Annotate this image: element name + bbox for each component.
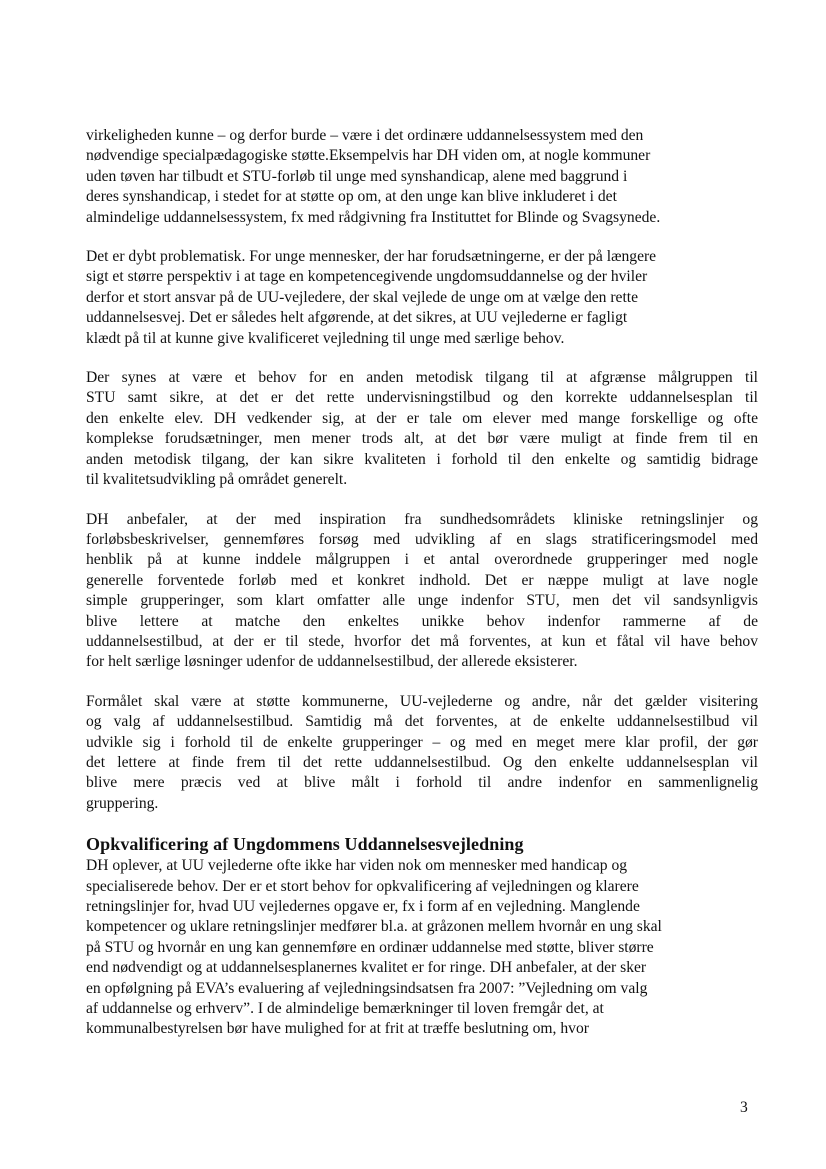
paragraph-3 <box>86 368 758 490</box>
text-line: udvikle sig i forhold til de enkelte grupperinger – og med en meget mere klar profil, der gør <box>86 733 758 751</box>
text-line: forløbsbeskrivelser, gennemføres forsøg med udvikling af en slags stratificeringsmodel med <box>86 530 758 548</box>
text-line: komplekse forudsætninger, men mener trods alt, at det bør være muligt at finde frem til en <box>86 430 758 448</box>
text-line: af uddannelse og erhverv”. I de almindelige bemærkninger til loven fremgår det, at <box>86 1000 604 1018</box>
text-line: Der synes at være et behov for en anden metodisk tilgang til at afgrænse målgruppen til <box>86 369 758 387</box>
text-line: anden metodisk tilgang, der kan sikre kvaliteten i forhold til den enkelte og samtidig bidrage <box>86 450 758 468</box>
text-line: henblik på at kunne inddele målgruppen i et antal overordnede grupperinger med nogle <box>86 551 758 569</box>
text-line: deres synshandicap, i stedet for at støtte op om, at den unge kan blive inkluderet i det <box>86 188 617 206</box>
text-line: blive lettere at matche den enkeltes unikke behov indenfor rammerne af de <box>86 612 758 630</box>
text-line: kompetencer og uklare retningslinjer medfører bl.a. at gråzonen mellem hvornår en ung skal <box>86 918 662 936</box>
text-line: det lettere at finde frem til det rette uddannelsestilbud. Og den enkelte uddannelsesplan vil <box>86 753 758 771</box>
page-number: 3 <box>740 1099 748 1116</box>
text-line: til kvalitetsudvikling på området generelt. <box>86 471 348 489</box>
text-line: nødvendige specialpædagogiske støtte.Eksempelvis har DH viden om, at nogle kommuner <box>86 147 651 165</box>
text-line: Det er dybt problematisk. For unge mennesker, der har forudsætningerne, er der på længere <box>86 248 657 266</box>
paragraph-2 <box>86 247 758 349</box>
text-line: DH anbefaler, at der med inspiration fra sundhedsområdets kliniske retningslinjer og <box>86 510 758 528</box>
text-line: for helt særlige løsninger udenfor de uddannelsestilbud, der allerede eksisterer. <box>86 653 578 671</box>
text-line: en opfølgning på EVA’s evaluering af vejledningsindsatsen fra 2007: ”Vejledning om valg <box>86 979 648 997</box>
text-line: Formålet skal være at støtte kommunerne, UU-vejlederne og andre, når det gælder visitering <box>86 692 758 710</box>
document-page <box>86 126 758 1059</box>
text-line: sigt et større perspektiv i at tage en kompetencegivende ungdomsuddannelse og der hviler <box>86 268 648 286</box>
text-line: gruppering. <box>86 794 159 812</box>
section-heading: Opkvalificering af Ungdommens Uddannelsesvejledning <box>86 834 524 855</box>
text-line: derfor et stort ansvar på de UU-vejledere, der skal vejlede de unge om at vælge den rette <box>86 288 639 306</box>
text-line: retningslinjer for, hvad UU vejledernes opgave er, fx i form af en vejledning. Manglende <box>86 898 640 915</box>
text-line: og valg af uddannelsestilbud. Samtidig må det forventes, at de enkelte uddannelsestilbud vil <box>86 713 758 731</box>
text-line: specialiserede behov. Der er et stort behov for opkvalificering af vejledningen og klarere <box>86 877 639 895</box>
text-line: almindelige uddannelsessystem, fx med rådgivning fra Instituttet for Blinde og Svagsynede. <box>86 208 661 226</box>
paragraph-4 <box>86 510 758 673</box>
text-line: den enkelte elev. DH vedkender sig, at der er tale om elever med mange forskellige og ofte <box>86 409 758 427</box>
section-paragraph <box>86 856 758 1040</box>
text-line: uddannelsesvej. Det er således helt afgørende, at det sikres, at UU vejlederne er fagligt <box>86 309 628 327</box>
text-line: DH oplever, at UU vejlederne ofte ikke har viden nok om mennesker med handicap og <box>86 857 628 875</box>
text-line: uden tøven har tilbudt et STU-forløb til unge med synshandicap, alene med baggrund i <box>86 167 628 185</box>
text-line: klædt på til at kunne give kvalificeret vejledning til unge med særlige behov. <box>86 329 565 347</box>
text-line: uddannelsestilbud, at der er til stede, hvorfor det må forventes, at kun et fåtal vil have behov <box>86 632 758 650</box>
text-line: STU samt sikre, at det er det rette undervisningstilbud og den korrekte uddannelsesplan til <box>86 389 758 407</box>
text-line: end nødvendigt og at uddannelsesplanernes kvalitet er for ringe. DH anbefaler, at der sker <box>86 959 647 977</box>
text-line: simple grupperinger, som klart omfatter alle unge indenfor STU, men det vil sandsynligvis <box>86 592 758 610</box>
paragraph-5 <box>86 692 758 814</box>
text-line: virkeligheden kunne – og derfor burde – være i det ordinære uddannelsessystem med den <box>86 127 644 144</box>
paragraph-1 <box>86 126 758 228</box>
text-line: på STU og hvornår en ung kan gennemføre en ordinær uddannelse med støtte, bliver større <box>86 938 654 956</box>
text-line: kommunalbestyrelsen bør have mulighed for at frit at træffe beslutning om, hvor <box>86 1020 589 1038</box>
text-line: generelle forventede forløb med et konkret indhold. Det er næppe muligt at lave nogle <box>86 571 758 589</box>
text-line: blive mere præcis ved at blive målt i forhold til andre indenfor en sammenlignelig <box>86 774 758 792</box>
